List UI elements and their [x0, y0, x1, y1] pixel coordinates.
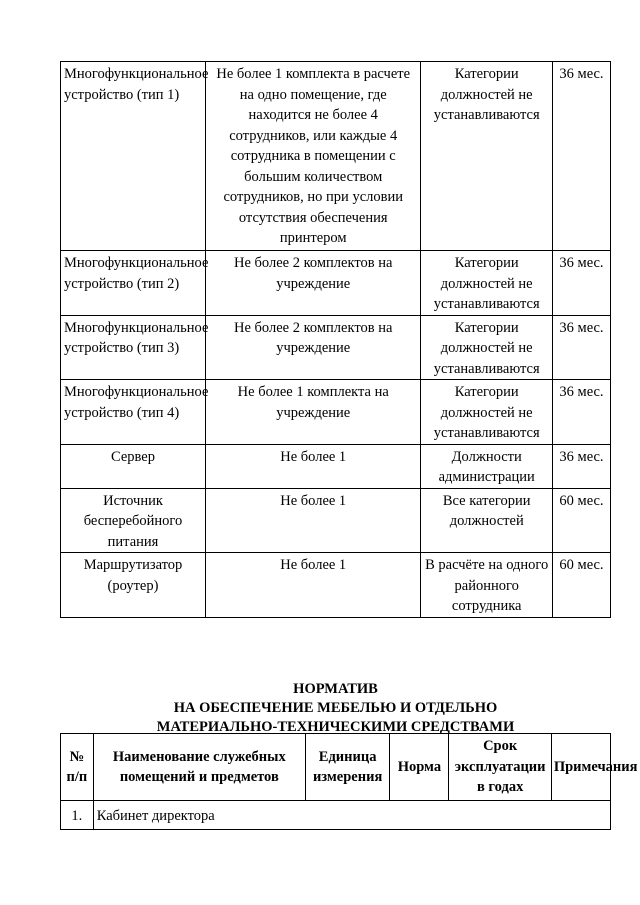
table-row	[61, 553, 611, 618]
column-header-name: Наименование служебных помещений и предметов	[93, 734, 305, 801]
item-name-cell: Многофункциональное устройство (тип 4)	[61, 380, 206, 445]
table-row	[61, 444, 611, 488]
item-name-cell: Сервер	[61, 444, 206, 488]
table-row	[61, 488, 611, 553]
item-name-cell: Многофункциональное устройство (тип 3)	[61, 315, 206, 380]
section-heading	[60, 680, 611, 737]
row-name-cell: Кабинет директора	[93, 801, 610, 830]
term-cell: 60 мес.	[552, 553, 610, 618]
term-cell: 60 мес.	[552, 488, 610, 553]
column-header-unit: Единица измерения	[305, 734, 389, 801]
term-cell: 36 мес.	[552, 380, 610, 445]
category-cell: Все категории должностей	[421, 488, 553, 553]
quantity-cell: Не более 2 комплектов на учреждение	[206, 251, 421, 316]
item-name-cell: Многофункциональное устройство (тип 2)	[61, 251, 206, 316]
item-name-cell: Маршрутизатор (роутер)	[61, 553, 206, 618]
quantity-cell: Не более 1	[206, 488, 421, 553]
quantity-cell: Не более 1	[206, 553, 421, 618]
column-header-note: Примечания	[551, 734, 610, 801]
table-row	[61, 315, 611, 380]
table-row	[61, 251, 611, 316]
category-cell: Категории должностей не устанавливаются	[421, 251, 553, 316]
furniture-norms-table	[60, 733, 638, 830]
column-header-number: № п/п	[61, 734, 94, 801]
table-row	[61, 62, 611, 251]
table-header-row	[61, 734, 611, 801]
heading-line: НОРМАТИВ	[293, 681, 378, 697]
category-cell: Категории должностей не устанавливаются	[421, 315, 553, 380]
quantity-cell: Не более 1 комплекта на учреждение	[206, 380, 421, 445]
term-cell: 36 мес.	[552, 62, 610, 251]
column-header-term: Срок эксплуатации в годах	[449, 734, 551, 801]
category-cell: Категории должностей не устанавливаются	[421, 62, 553, 251]
quantity-cell: Не более 1	[206, 444, 421, 488]
heading-line: НА ОБЕСПЕЧЕНИЕ МЕБЕЛЬЮ И ОТДЕЛЬНО	[173, 700, 498, 716]
category-cell: В расчёте на одного районного сотрудника	[421, 553, 553, 618]
item-name-cell: Источник бесперебойного питания	[61, 488, 206, 553]
table-row	[61, 380, 611, 445]
category-cell: Должности администрации	[421, 444, 553, 488]
term-cell: 36 мес.	[552, 251, 610, 316]
term-cell: 36 мес.	[552, 444, 610, 488]
category-cell: Категории должностей не устанавливаются	[421, 380, 553, 445]
quantity-cell: Не более 1 комплекта в расчете на одно помещение, где находится не более 4 сотрудников, или каждые 4 сотрудника в помещении с большим количеством сотрудников, но при условии отсутствия обеспечения принтером	[206, 62, 421, 251]
column-header-norm: Норма	[390, 734, 449, 801]
term-cell: 36 мес.	[552, 315, 610, 380]
equipment-norms-table	[60, 61, 611, 618]
table-row	[61, 801, 611, 830]
item-name-cell: Многофункциональное устройство (тип 1)	[61, 62, 206, 251]
row-number-cell: 1.	[61, 801, 94, 830]
quantity-cell: Не более 2 комплектов на учреждение	[206, 315, 421, 380]
heading-line: МАТЕРИАЛЬНО-ТЕХНИЧЕСКИМИ СРЕДСТВАМИ	[156, 719, 515, 735]
